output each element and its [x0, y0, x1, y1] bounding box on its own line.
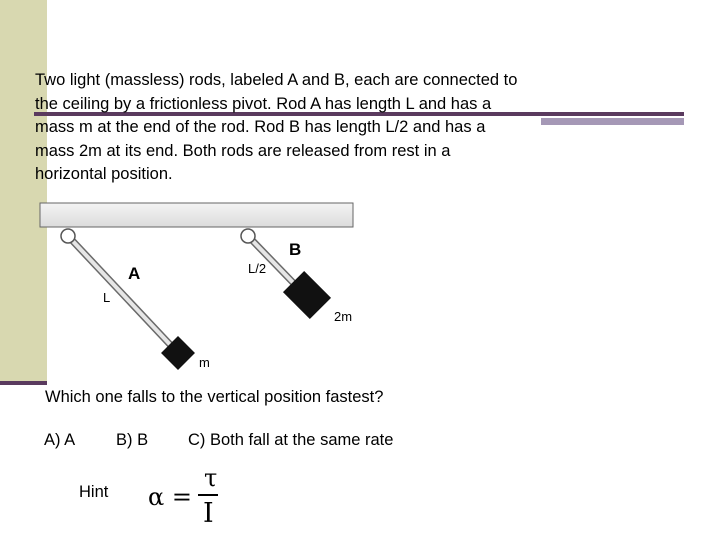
rod-a-label: A [128, 264, 141, 283]
mass-a-label: m [199, 355, 210, 370]
hint-link[interactable]: Hint [79, 483, 109, 501]
choice-c[interactable]: C) Both fall at the same rate [188, 431, 394, 449]
problem-line: horizontal position. [35, 165, 173, 183]
problem-line: the ceiling by a frictionless pivot. Rod A has length L and has a [35, 94, 492, 113]
choice-a[interactable]: A) A [44, 431, 76, 449]
formula-numerator: τ [204, 464, 218, 492]
formula-fraction-bar [198, 494, 218, 496]
formula-lhs: α = [148, 483, 192, 511]
pivot-b [241, 229, 255, 243]
rod-a [68, 236, 178, 353]
rod-b-length-label: L/2 [248, 261, 267, 276]
question-text: Which one falls to the vertical position fastest? [45, 388, 384, 406]
formula-denominator: I [203, 498, 214, 529]
problem-line: mass 2m at its end. Both rods are released from rest in a [35, 141, 451, 160]
choice-b[interactable]: B) B [116, 431, 149, 449]
problem-line: Two light (massless) rods, labeled A and B, each are connected to [35, 71, 518, 89]
problem-line: mass m at the end of the rod. Rod B has length L/2 and has a [35, 118, 486, 136]
hint-formula [148, 466, 228, 530]
mass-b-label: 2m [334, 309, 353, 324]
rod-a-length-label: L [103, 290, 111, 305]
rod-b-label: B [289, 240, 302, 259]
pivot-a [61, 229, 75, 243]
ceiling [40, 203, 353, 227]
